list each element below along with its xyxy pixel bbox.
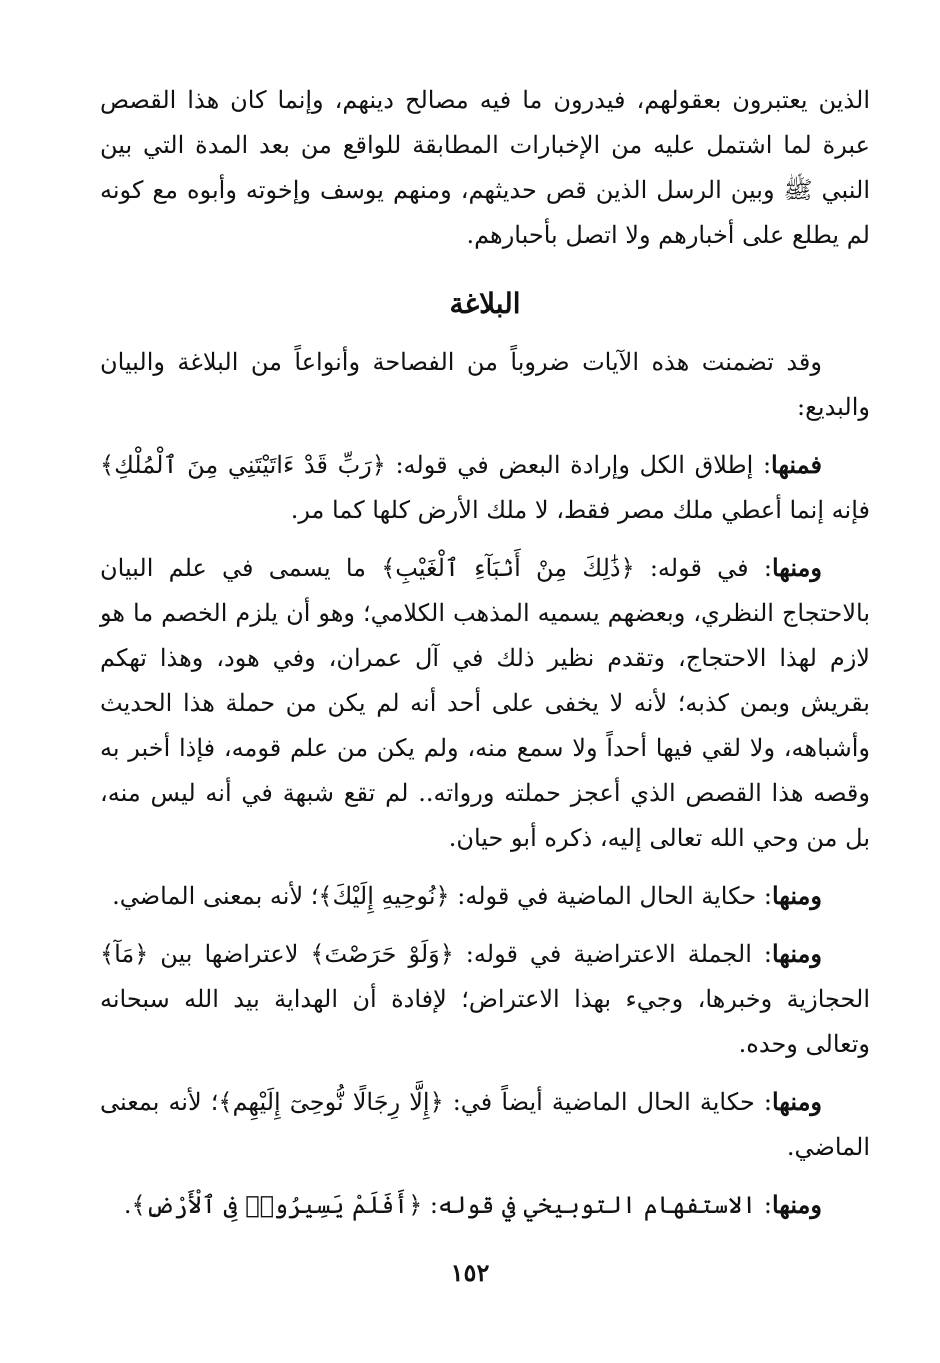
quran-quote: ﴿رَبِّ قَدْ ءَاتَيْتَنِي مِنَ ٱلْمُلْكِ﴾ (100, 451, 386, 479)
item-paragraph-1 (100, 442, 870, 533)
item-text-before: : الاستفهام التوبيخي في قوله: (422, 1191, 772, 1219)
item-lead: ومنها (771, 939, 822, 968)
section-heading: البلاغة (449, 287, 521, 320)
item-text-after: ؛ لأنه بمعنى الماضي. (112, 882, 319, 910)
item-text-after: ؛ لأنه بمعنى الماضي. (100, 1088, 870, 1161)
item-text-before: : حكاية الحال الماضية أيضاً في: (443, 1088, 772, 1116)
item-text-after: ما يسمى في علم البيان بالاحتجاج النظري، وبعضهم يسميه المذهب الكلامي؛ وهو أن يلزم الخصم ما هو لازم لهذا الاحتجاج، وتقدم نظير ذلك في آل عمران، وفي هود، وهذا تهكم بقريش وبمن كذبه؛ لأنه لا يخفى على أحد أنه لم يكن من حملة هذا الحديث وأشباهه، ولا لقي فيها أحداً ولا سمع منه، ولم يكن من علم قومه، فإذا أخبر به وقصه هذا القصص الذي أعجز حملته ورواته.. لم تقع شبهة في أنه ليس منه، بل من وحي الله تعالى إليه، ذكره أبو حيان. (100, 554, 871, 852)
item-text-before: : في قوله: (634, 554, 772, 582)
item-paragraph-5 (100, 1079, 870, 1170)
item-lead: ومنها (771, 553, 822, 582)
item-paragraph-4 (100, 931, 870, 1067)
item-lead: فمنها (771, 450, 822, 479)
item-paragraph-6 (100, 1182, 870, 1228)
quran-quote: ﴿نُوحِيهِ إِلَيْكَ﴾ (318, 882, 450, 910)
quran-quote: ﴿ذَٰلِكَ مِنْ أَنۢبَآءِ ٱلْغَيْبِ﴾ (381, 554, 635, 582)
item-paragraph-2 (100, 545, 870, 861)
item-text-after: . (123, 1191, 132, 1219)
item-text-after: لاعتراضها بين ﴿مَآ﴾ الحجازية وخبرها، وجيء بهذا الاعتراض؛ لإفادة أن الهداية بيد الله سبحانه وتعالى وحده. (100, 940, 870, 1058)
item-text-before: : إطلاق الكل وإرادة البعض في قوله: (385, 451, 772, 479)
quran-quote: ﴿وَلَوْ حَرَصْتَ﴾ (310, 940, 454, 968)
page-body (100, 78, 870, 1240)
item-paragraph-3 (100, 873, 870, 919)
intro2-paragraph: وقد تضمنت هذه الآيات ضروباً من الفصاحة وأنواعاً من البلاغة والبيان والبديع: (100, 348, 870, 421)
item-lead: ومنها (771, 881, 822, 910)
item-lead: ومنها (771, 1190, 822, 1219)
item-text-before: : الجملة الاعتراضية في قوله: (453, 940, 772, 968)
item-text-before: : حكاية الحال الماضية في قوله: (449, 882, 772, 910)
item-text-after: فإنه إنما أعطي ملك مصر فقط، لا ملك الأرض كلها كما مر. (290, 496, 870, 524)
page-number: ١٥٢ (450, 1258, 490, 1287)
intro-paragraph: الذين يعتبرون بعقولهم، فيدرون ما فيه مصالح دينهم، وإنما كان هذا القصص عبرة لما اشتمل عليه من الإخبارات المطابقة للواقع من بعد المدة التي بين النبي ﷺ وبين الرسل الذين قص حديثهم، ومنهم يوسف وإخوته وأبوه مع كونه لم يطلع على أخبارهم ولا اتصل بأحبارهم. (100, 86, 870, 249)
quran-quote: ﴿أَفَلَمْ يَسِيرُوا۟ فِى ٱلْأَرْضِ﴾ (131, 1191, 423, 1219)
item-lead: ومنها (771, 1087, 823, 1116)
quran-quote: ﴿إِلَّا رِجَالًا نُّوحِىٓ إِلَيْهِم﴾ (218, 1088, 444, 1116)
